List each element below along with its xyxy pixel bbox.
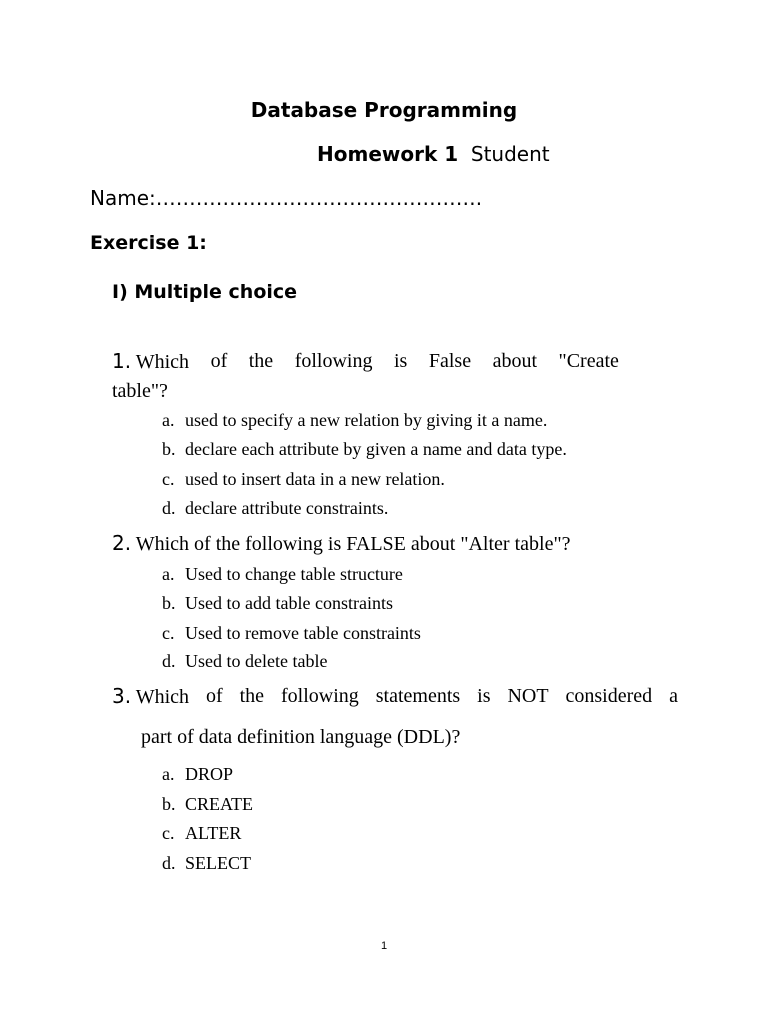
option-letter: b. [162,439,176,459]
question-1-line-1 [112,346,619,377]
question-1-line-2: table"? [112,380,168,402]
homework-number: Homework 1 [317,142,459,166]
option-letter: b. [162,794,176,814]
question-3-word: following [281,685,359,707]
option-text: used to insert data in a new relation. [185,469,445,489]
option-letter: d. [162,498,176,518]
question-1-word: of [210,350,228,372]
question-3-word: of [206,685,223,707]
question-1-word: about [492,350,538,372]
option-text: CREATE [185,794,254,814]
question-3-word: 3. Which [112,684,190,708]
question-3-line-2: part of data definition language (DDL)? [141,726,461,748]
question-3-word: statements [375,685,461,707]
option-letter: a. [162,410,175,430]
question-3-word: considered [565,685,653,707]
question-2-text: Which of the following is FALSE about "Alter table"? [135,533,571,555]
section-heading: I) Multiple choice [112,281,298,303]
question-1-word: following [294,350,373,372]
question-3-word: a [669,685,678,707]
option-text: SELECT [185,853,251,873]
question-3-word: is [477,685,491,707]
question-2 [112,528,571,559]
option-letter: c. [162,623,175,643]
question-3-word: NOT [507,685,549,707]
option-letter: d. [162,651,176,671]
option-text: used to specify a new relation by giving it a name. [185,410,548,430]
homework-student-label: Student [470,142,550,166]
option-text: declare each attribute by given a name and data type. [185,439,567,459]
question-1-word: 1. Which [112,349,190,373]
option-text: Used to delete table [185,651,328,671]
question-3-word: the [239,685,265,707]
option-text: Used to remove table constraints [185,623,421,643]
option-text: declare attribute constraints. [185,498,389,518]
question-1-word: the [248,350,274,372]
option-text: DROP [185,764,234,784]
option-letter: c. [162,469,175,489]
question-2-number: 2. [112,531,132,555]
option-text: Used to add table constraints [185,593,393,613]
question-1-number: 1. [112,349,132,373]
exercise-heading: Exercise 1: [90,232,207,254]
question-3-number: 3. [112,684,132,708]
option-letter: b. [162,593,176,613]
homework-heading [317,140,550,168]
student-name-line: Name:…………………………………………. [90,186,483,210]
option-text: Used to change table structure [185,564,403,584]
option-text: ALTER [185,823,242,843]
option-letter: a. [162,764,175,784]
question-1-word: "Create [558,350,619,372]
question-1-word: False [428,350,472,372]
page-number: 1 [380,940,388,952]
option-letter: d. [162,853,176,873]
question-3-line-1 [112,681,678,712]
document-title: Database Programming [250,98,518,122]
option-letter: a. [162,564,175,584]
question-1-word: is [394,350,408,372]
option-letter: c. [162,823,175,843]
